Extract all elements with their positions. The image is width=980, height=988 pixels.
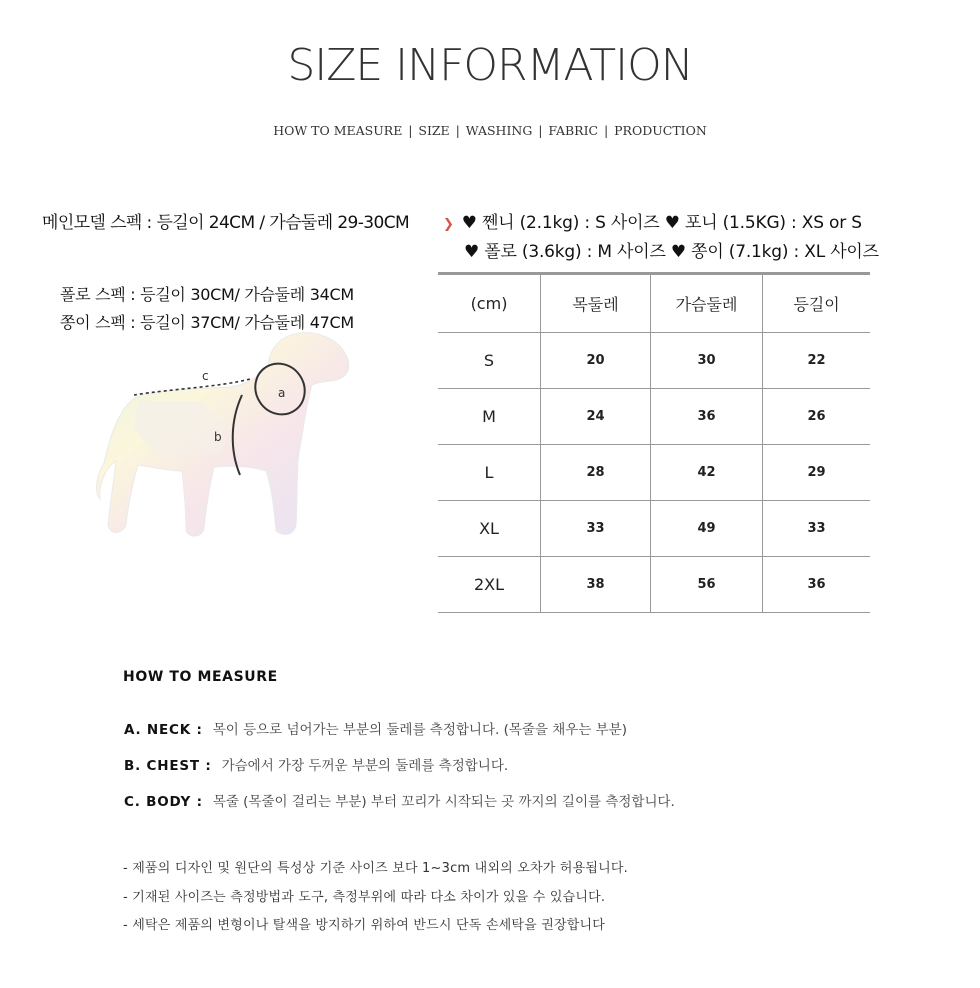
note-washing: - 세탁은 제품의 변형이나 탈색을 방지하기 위하여 반드시 단독 손세탁을 권장합니다 <box>123 918 605 933</box>
measure-item-neck <box>124 718 627 738</box>
table-row <box>438 501 870 557</box>
table-row <box>438 333 870 389</box>
measure-key: C. BODY : <box>124 794 203 810</box>
table-row <box>438 445 870 501</box>
size-cell: L <box>438 445 541 501</box>
nav-separator: | <box>408 124 413 138</box>
table-row <box>438 557 870 613</box>
back-length-cell: 36 <box>763 557 871 613</box>
size-cell: M <box>438 389 541 445</box>
measure-key: B. CHEST : <box>124 758 212 774</box>
size-table <box>438 272 870 613</box>
dog-size-line-2: ♥ 폴로 (3.6kg) : M 사이즈 ♥ 쫑이 (7.1kg) : XL 사이즈 <box>464 242 879 262</box>
nav-how-to-measure[interactable]: HOW TO MEASURE <box>273 123 403 138</box>
nav-fabric[interactable]: FABRIC <box>548 123 599 138</box>
chest-cell: 36 <box>651 389 763 445</box>
neck-cell: 38 <box>541 557 651 613</box>
note-measurement-difference: - 기재된 사이즈는 측정방법과 도구, 측정부위에 따라 다소 차이가 있을 수 있습니다. <box>123 890 606 905</box>
polo-spec: 폴로 스펙 : 등길이 30CM/ 가슴둘레 34CM <box>60 285 354 304</box>
back-length-cell: 22 <box>763 333 871 389</box>
neck-cell: 24 <box>541 389 651 445</box>
measure-text: 목줄 (목줄이 걸리는 부분) 부터 꼬리가 시작되는 곳 까지의 길이를 측정합니다. <box>212 794 675 810</box>
measure-item-chest <box>124 754 508 774</box>
chest-cell: 42 <box>651 445 763 501</box>
table-header-row <box>438 274 870 333</box>
nav-washing[interactable]: WASHING <box>465 123 533 138</box>
nav-separator: | <box>604 124 609 138</box>
back-length-cell: 29 <box>763 445 871 501</box>
nav-production[interactable]: PRODUCTION <box>614 123 707 138</box>
label-c: c <box>202 369 209 383</box>
size-cell: XL <box>438 501 541 557</box>
chevron-right-icon: ❯ <box>443 217 454 232</box>
measure-key: A. NECK : <box>124 722 203 738</box>
neck-cell: 20 <box>541 333 651 389</box>
header-back-length: 등길이 <box>763 274 871 333</box>
nav-separator: | <box>455 124 460 138</box>
header-unit: (cm) <box>438 274 541 333</box>
note-tolerance: - 제품의 디자인 및 원단의 특성상 기준 사이즈 보다 1~3cm 내외의 오차가 허용됩니다. <box>123 861 628 876</box>
page-title: SIZE INFORMATION <box>287 40 693 91</box>
neck-cell: 33 <box>541 501 651 557</box>
dog-size-line-1 <box>443 208 862 233</box>
nav-size[interactable]: SIZE <box>418 123 450 138</box>
measure-text: 목이 등으로 넘어가는 부분의 둘레를 측정합니다. (목줄을 채우는 부분) <box>212 722 628 738</box>
back-length-cell: 33 <box>763 501 871 557</box>
nav-separator: | <box>538 124 543 138</box>
size-cell: S <box>438 333 541 389</box>
label-a: a <box>278 386 286 400</box>
header-chest: 가슴둘레 <box>651 274 763 333</box>
label-b: b <box>214 430 222 444</box>
how-to-measure-title: HOW TO MEASURE <box>123 669 278 685</box>
table-row <box>438 389 870 445</box>
main-model-spec: 메인모델 스펙 : 등길이 24CM / 가슴둘레 29-30CM <box>42 213 410 233</box>
back-length-cell: 26 <box>763 389 871 445</box>
measure-item-body <box>124 790 675 810</box>
dog-measure-diagram <box>90 325 360 545</box>
neck-cell: 28 <box>541 445 651 501</box>
chest-cell: 49 <box>651 501 763 557</box>
section-nav <box>0 123 980 138</box>
header-neck: 목둘레 <box>541 274 651 333</box>
dog-size-text-1: ♥ 쩬니 (2.1kg) : S 사이즈 ♥ 포니 (1.5KG) : XS or S <box>461 213 862 233</box>
measure-text: 가슴에서 가장 두꺼운 부분의 둘레를 측정합니다. <box>221 758 509 774</box>
chest-cell: 56 <box>651 557 763 613</box>
size-cell: 2XL <box>438 557 541 613</box>
jjongi-spec: 쫑이 스펙 : 등길이 37CM/ 가슴둘레 47CM <box>60 313 354 332</box>
chest-cell: 30 <box>651 333 763 389</box>
